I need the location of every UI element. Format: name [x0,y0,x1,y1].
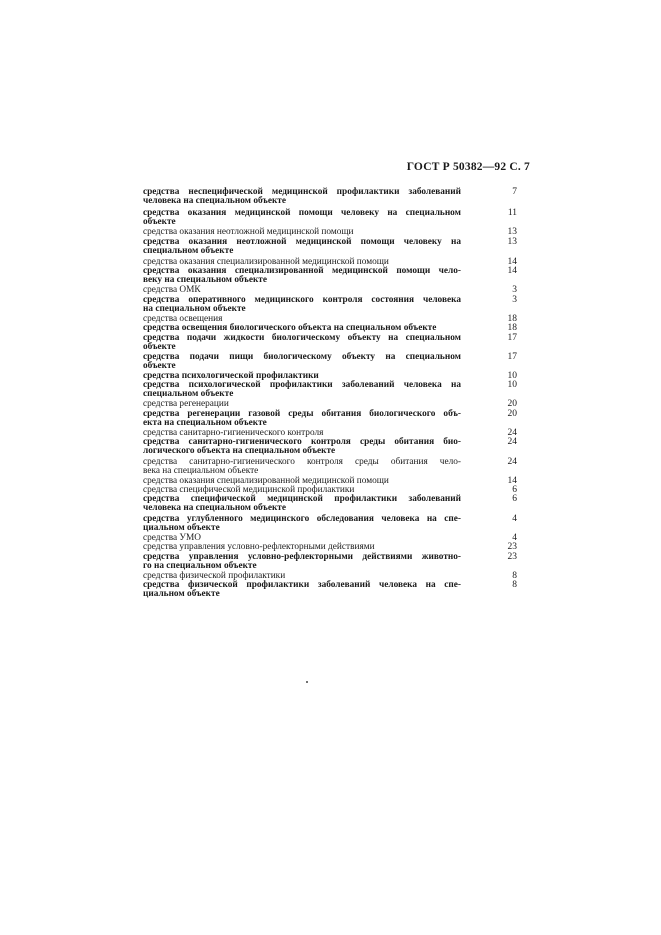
index-term-line: средства специфической медицинской профилактики [143,485,355,495]
index-term-line: средства ОМК [143,285,201,295]
index-term [143,188,461,207]
index-page-number: 17 [507,333,517,343]
index-term [143,267,461,286]
index-page-number: 6 [512,485,517,495]
index-page-number: 7 [512,187,517,197]
index-page-number: 6 [512,494,517,504]
index-page-number: 8 [512,580,517,590]
index-term-line: средства санитарно-гигиенического контроля среды обитания био- [143,437,461,447]
index-term [143,296,461,315]
index-page-number: 24 [507,428,517,438]
index-term [143,515,461,534]
index-term-line: екта на специальном объекте [143,418,267,429]
index-entry [143,400,531,409]
index-term [143,238,461,257]
index-term [143,581,461,600]
index-term-line: средства психологической профилактики [143,371,319,381]
index-term-line: средства санитарно-гигиенического контроля среды обитания чело- [143,457,461,467]
index-term-line: средства оказания специализированной медицинской помощи [143,476,389,486]
index-term [143,543,461,552]
index-term-line: специальном объекте [143,389,234,400]
index-term-line: веку на специальном объекте [143,275,268,286]
index-term-line: человека на специальном объекте [143,196,286,207]
index-term-line: логического объекта на специальном объекте [143,446,336,457]
index-page-number: 14 [507,266,517,276]
index-page-number: 20 [507,409,517,419]
index-page-number: 14 [507,476,517,486]
index-term-line: средства физической профилактики заболеваний человека на спе- [143,580,461,590]
index-entry [143,228,531,237]
index-term [143,334,461,353]
index-term-line: специальном объекте [143,246,234,257]
index-page-number: 3 [512,295,517,305]
index-page-number: 24 [507,457,517,467]
index-term-line: средства оказания специализированной медицинской помощи [143,257,389,267]
index-page-number: 4 [512,514,517,524]
index-entry [143,209,531,228]
index-entry [143,238,531,257]
index-page-number: 13 [507,227,517,237]
index-page-number: 11 [507,208,517,218]
index-entry [143,267,531,286]
index-term-line: человека на специальном объекте [143,503,286,514]
index-entry [143,495,531,514]
index-term [143,353,461,372]
index-entry [143,553,531,572]
index-term-line: циальном объекте [143,523,220,534]
scan-speck [306,681,308,683]
index-term-line: средства подачи жидкости биологическому объекту на специальном [143,333,461,343]
index-page-number: 14 [507,257,517,267]
index-term [143,400,461,409]
index-term-line: средства подачи пищи биологическому объекту на специальном [143,352,461,362]
index-page-number: 4 [512,533,517,543]
index-term [143,228,461,237]
index-entry [143,324,531,333]
index-term [143,209,461,228]
index-term-line: средства управления условно-рефлекторными действиями животно- [143,552,461,562]
index-page-number: 18 [507,314,517,324]
index-term-line: средства оказания неотложной медицинской помощи [143,227,354,237]
index-term-line: средства углубленного медицинского обследования человека на спе- [143,514,461,524]
page-header: ГОСТ Р 50382—92 С. 7 [406,161,530,173]
index-page-number: 23 [507,542,517,552]
index-term-line: циальном объекте [143,589,220,600]
index-term-line: средства оказания медицинской помощи человеку на специальном [143,208,461,218]
index-term [143,286,461,295]
index-page-number: 8 [512,571,517,581]
index-term-line: го на специальном объекте [143,561,257,572]
index-term-line: средства регенерации [143,399,229,409]
index-page-number: 18 [507,323,517,333]
index-term-line: средства управления условно-рефлекторными действиями [143,542,375,552]
index-term-line: объекте [143,342,176,353]
index-entry [143,353,531,372]
index-entry [143,515,531,534]
index-term [143,458,461,477]
index-term-line: на специальном объекте [143,304,246,315]
index-page-number: 24 [507,437,517,447]
index-page-number: 10 [507,371,517,381]
index-term-line: средства оказания специализированной медицинской помощи чело- [143,266,461,276]
index-term-line: средства специфической медицинской профилактики заболеваний [143,494,461,504]
index-term [143,495,461,514]
index-term-line: средства регенерации газовой среды обитания биологического объ- [143,409,461,419]
index-term-line: средства санитарно-гигиенического контроля [143,428,324,438]
index-entry [143,458,531,477]
index-entry [143,286,531,295]
index-page-number: 13 [507,237,517,247]
index-page-number: 10 [507,380,517,390]
index-entry [143,543,531,552]
index-page-number: 17 [507,352,517,362]
index-term-line: средства освещения [143,314,223,324]
index-page-number: 3 [512,285,517,295]
index-term-line: средства физической профилактики [143,571,286,581]
index-term [143,438,461,457]
index-term [143,381,461,400]
index-page-number: 20 [507,399,517,409]
index-entry [143,381,531,400]
index-entry [143,188,531,207]
index-entry [143,334,531,353]
index-term-line: средства оказания неотложной медицинской помощи человеку на [143,237,461,247]
index-entry [143,296,531,315]
index-term-line: средства неспецифической медицинской профилактики заболеваний [143,187,461,197]
index-entry [143,410,531,429]
index-term-line: века на специальном объекте [143,466,259,477]
index-term [143,553,461,572]
index-entry [143,438,531,457]
index-page-number: 23 [507,552,517,562]
index-term-line: средства освещения биологического объекта на специальном объекте [143,323,437,333]
index-term-line: средства психологической профилактики заболеваний человека на [143,380,461,390]
index-term-line: объекте [143,217,176,228]
index-term-line: объекте [143,361,176,372]
index-term [143,324,461,333]
index-term-line: средства оперативного медицинского контроля состояния человека [143,295,461,305]
index-term-line: средства УМО [143,533,201,543]
index-term [143,410,461,429]
index-entry [143,581,531,600]
